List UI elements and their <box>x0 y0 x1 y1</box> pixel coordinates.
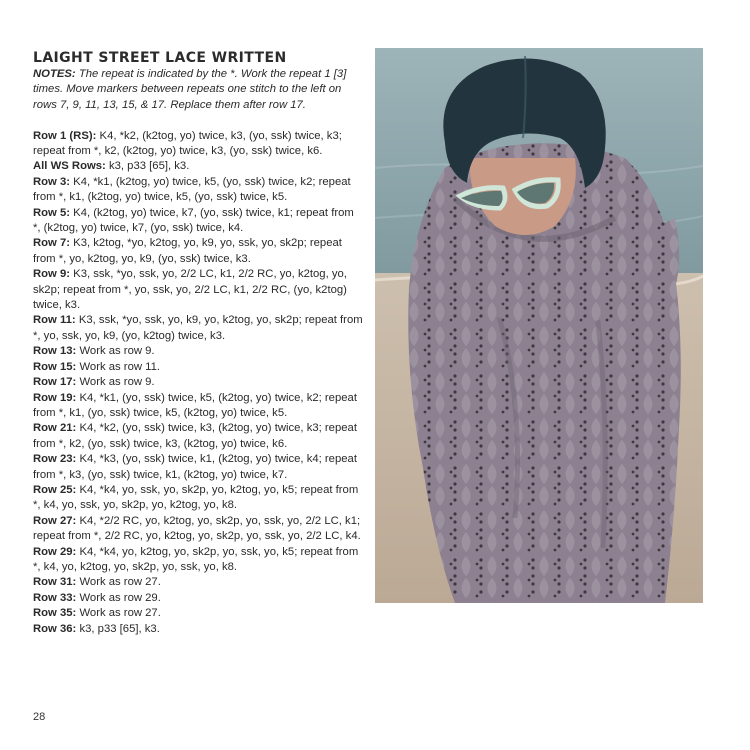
row-text: K4, *k3, (yo, ssk) twice, k1, (k2tog, yo) twice, k4; repeat from *, k3, (yo, ssk) twice, k1, (k2tog, yo) twice, k7. <box>33 453 357 481</box>
row-label: Row 3: <box>33 175 71 188</box>
page-title: LAIGHT STREET LACE WRITTEN <box>33 50 287 66</box>
pattern-text <box>33 67 363 637</box>
row-text: K4, (k2tog, yo) twice, k7, (yo, ssk) twice, k1; repeat from *, (k2tog, yo) twice, k7, (yo, ssk) twice, k4. <box>33 206 354 235</box>
row-text: Work as row 9. <box>76 376 155 389</box>
row-instruction <box>33 159 363 174</box>
row-text: K4, *k4, yo, k2tog, yo, sk2p, yo, ssk, yo, k5; repeat from *, k4, yo, k2tog, yo, sk2p, yo, ssk, yo, k8. <box>33 545 359 573</box>
row-instruction <box>33 452 363 483</box>
row-instruction <box>33 360 363 375</box>
row-label: Row 29: <box>33 545 77 558</box>
row-label: Row 19: <box>33 391 77 404</box>
row-label: Row 7: <box>33 237 71 250</box>
row-instruction <box>33 175 363 206</box>
row-label: All WS Rows: <box>33 160 106 173</box>
row-label: Row 35: <box>33 607 77 620</box>
row-instruction <box>33 421 363 452</box>
row-instruction <box>33 344 363 359</box>
row-text: Work as row 29. <box>76 591 161 604</box>
row-instruction <box>33 606 363 621</box>
row-text: K4, *2/2 RC, yo, k2tog, yo, sk2p, yo, ssk, yo, 2/2 LC, k1; repeat from *, 2/2 RC, yo, k2tog, yo, sk2p, yo, ssk, yo, 2/2 LC, k4. <box>33 514 361 543</box>
row-instructions <box>33 129 363 637</box>
row-label: Row 21: <box>33 422 77 435</box>
notes <box>33 67 363 113</box>
row-instruction <box>33 514 363 545</box>
row-text: K4, *k1, (yo, ssk) twice, k5, (k2tog, yo) twice, k2; repeat from *, k1, (yo, ssk) twice, k5, (k2tog, yo) twice, k5. <box>33 391 357 419</box>
row-text: K3, ssk, *yo, ssk, yo, 2/2 LC, k1, 2/2 RC, yo, k2tog, yo, sk2p; repeat from *, yo, ssk, yo, 2/2 LC, k1, 2/2 RC, (yo, k2tog) twice, k3. <box>33 268 347 312</box>
row-text: k3, p33 [65], k3. <box>105 160 190 173</box>
row-instruction <box>33 391 363 422</box>
row-text: K4, *k4, yo, ssk, yo, sk2p, yo, k2tog, yo, k5; repeat from *, k4, yo, ssk, yo, sk2p, yo, k2tog, yo, k8. <box>33 483 359 512</box>
row-label: Row 17: <box>33 376 77 389</box>
row-text: Work as row 27. <box>76 576 161 589</box>
row-label: Row 36: <box>33 622 77 635</box>
shawl-photo-illustration <box>375 48 703 603</box>
row-label: Row 25: <box>33 483 77 496</box>
row-label: Row 23: <box>33 453 77 466</box>
row-text: K3, ssk, *yo, ssk, yo, k9, yo, k2tog, yo, sk2p; repeat from *, yo, ssk, yo, k9, (yo, k2tog) twice, k3. <box>33 314 363 342</box>
row-instruction <box>33 267 363 313</box>
row-instruction <box>33 545 363 576</box>
row-text: Work as row 27. <box>76 607 161 620</box>
row-label: Row 5: <box>33 206 71 219</box>
row-instruction <box>33 129 363 160</box>
row-label: Row 13: <box>33 345 77 358</box>
row-instruction <box>33 622 363 637</box>
shawl-photo <box>375 48 703 603</box>
row-text: k3, p33 [65], k3. <box>76 622 160 635</box>
page-number: 28 <box>33 711 46 723</box>
row-text: Work as row 11. <box>76 360 161 373</box>
row-instruction <box>33 575 363 590</box>
row-label: Row 15: <box>33 360 77 373</box>
row-instruction <box>33 375 363 390</box>
row-instruction <box>33 591 363 606</box>
row-text: K4, *k2, (yo, ssk) twice, k3, (k2tog, yo) twice, k3; repeat from *, k2, (yo, ssk) twice, k3, (k2tog, yo) twice, k6. <box>33 422 357 450</box>
row-instruction <box>33 206 363 237</box>
row-text: K4, *k1, (k2tog, yo) twice, k5, (yo, ssk) twice, k2; repeat from *, k1, (k2tog, yo) twice, k5, (yo, ssk) twice, k5. <box>33 175 351 204</box>
row-label: Row 1 (RS): <box>33 129 97 142</box>
notes-label: NOTES: <box>33 68 76 80</box>
row-instruction <box>33 236 363 267</box>
row-text: K4, *k2, (k2tog, yo) twice, k3, (yo, ssk) twice, k3; repeat from *, k2, (k2tog, yo) twice, k3, (yo, ssk) twice, k6. <box>33 129 342 158</box>
row-label: Row 11: <box>33 314 76 327</box>
notes-text: The repeat is indicated by the *. Work the repeat 1 [3] times. Move markers between repeats one stitch to the left on rows 7, 9, 11, 13, 15, & 17. Replace them after row 17. <box>33 68 347 111</box>
row-instruction <box>33 313 363 344</box>
row-label: Row 9: <box>33 268 71 281</box>
row-label: Row 31: <box>33 576 77 589</box>
row-text: Work as row 9. <box>76 345 155 358</box>
row-text: K3, k2tog, *yo, k2tog, yo, k9, yo, ssk, yo, sk2p; repeat from *, yo, k2tog, yo, k9, (yo, ssk) twice, k3. <box>33 237 342 265</box>
row-instruction <box>33 483 363 514</box>
row-label: Row 33: <box>33 591 77 604</box>
row-label: Row 27: <box>33 514 77 527</box>
